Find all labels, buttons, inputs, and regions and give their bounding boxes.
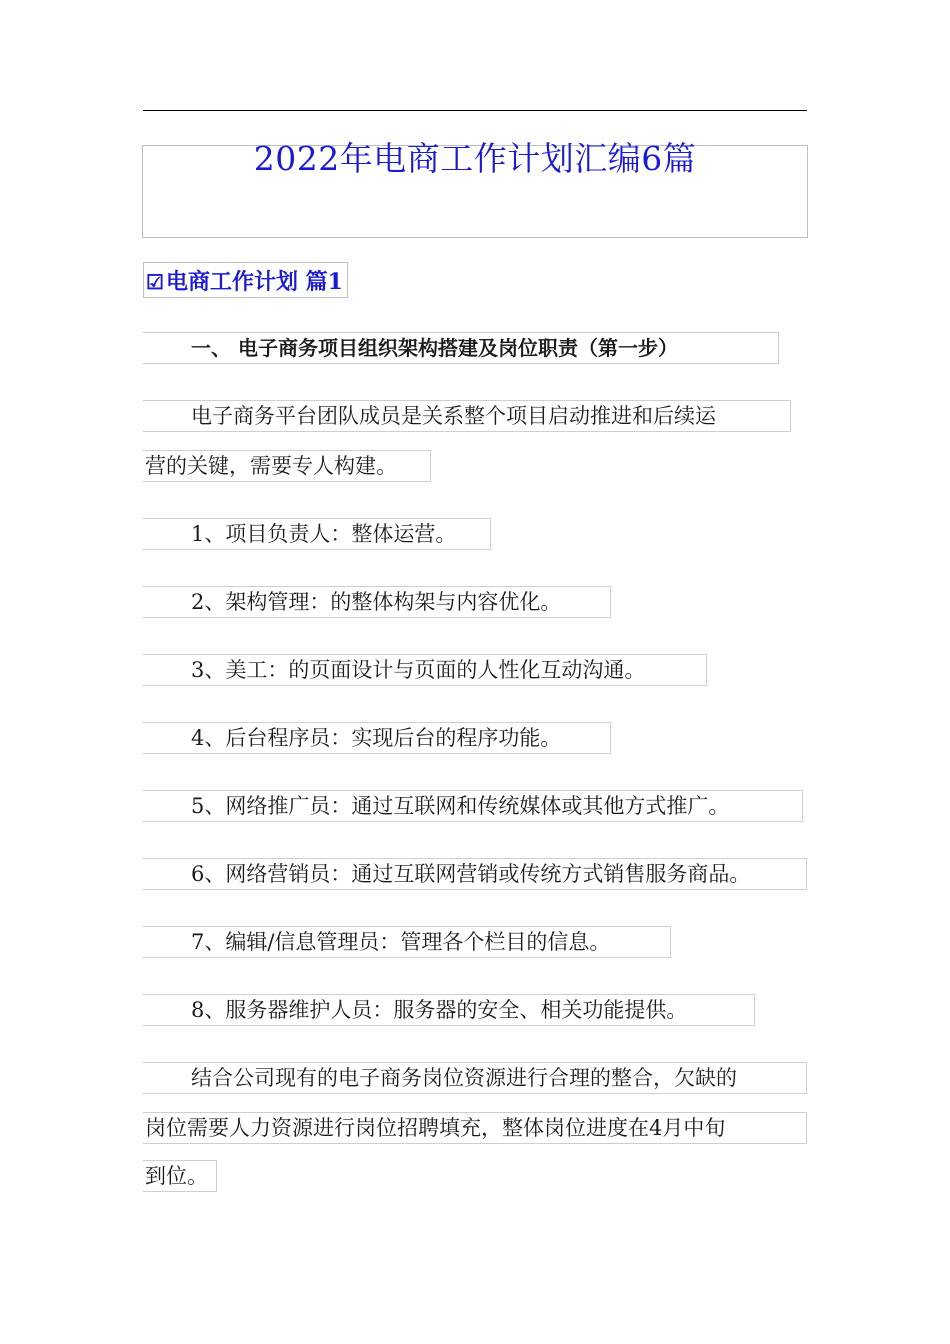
list-item: 1、项目负责人：整体运营。	[143, 518, 491, 550]
intro-paragraph-line-1: 电子商务平台团队成员是关系整个项目启动推进和后续运	[143, 400, 791, 432]
intro-paragraph-line-2: 营的关键，需要专人构建。	[143, 450, 431, 482]
list-item: 6、网络营销员：通过互联网营销或传统方式销售服务商品。	[143, 858, 807, 890]
list-item: 8、服务器维护人员：服务器的安全、相关功能提供。	[143, 994, 755, 1026]
subheading: 一、 电子商务项目组织架构搭建及岗位职责（第一步）	[143, 332, 779, 364]
closing-paragraph-line-3: 到位。	[143, 1160, 217, 1192]
list-item: 7、编辑/信息管理员：管理各个栏目的信息。	[143, 926, 671, 958]
list-item: 5、网络推广员：通过互联网和传统媒体或其他方式推广。	[143, 790, 803, 822]
top-divider	[143, 110, 807, 111]
list-item: 4、后台程序员：实现后台的程序功能。	[143, 722, 611, 754]
list-item: 2、架构管理：的整体构架与内容优化。	[143, 586, 611, 618]
document-title: 2022年电商工作计划汇编6篇	[253, 139, 697, 178]
list-item: 3、美工：的页面设计与页面的人性化互动沟通。	[143, 654, 707, 686]
closing-paragraph-line-2: 岗位需要人力资源进行岗位招聘填充，整体岗位进度在4月中旬	[143, 1112, 807, 1144]
section-heading-text: 电商工作计划 篇1	[165, 268, 343, 295]
closing-paragraph-line-1: 结合公司现有的电子商务岗位资源进行合理的整合，欠缺的	[143, 1062, 807, 1094]
checkbox-icon: ☑	[146, 270, 164, 294]
section-heading	[143, 262, 348, 298]
